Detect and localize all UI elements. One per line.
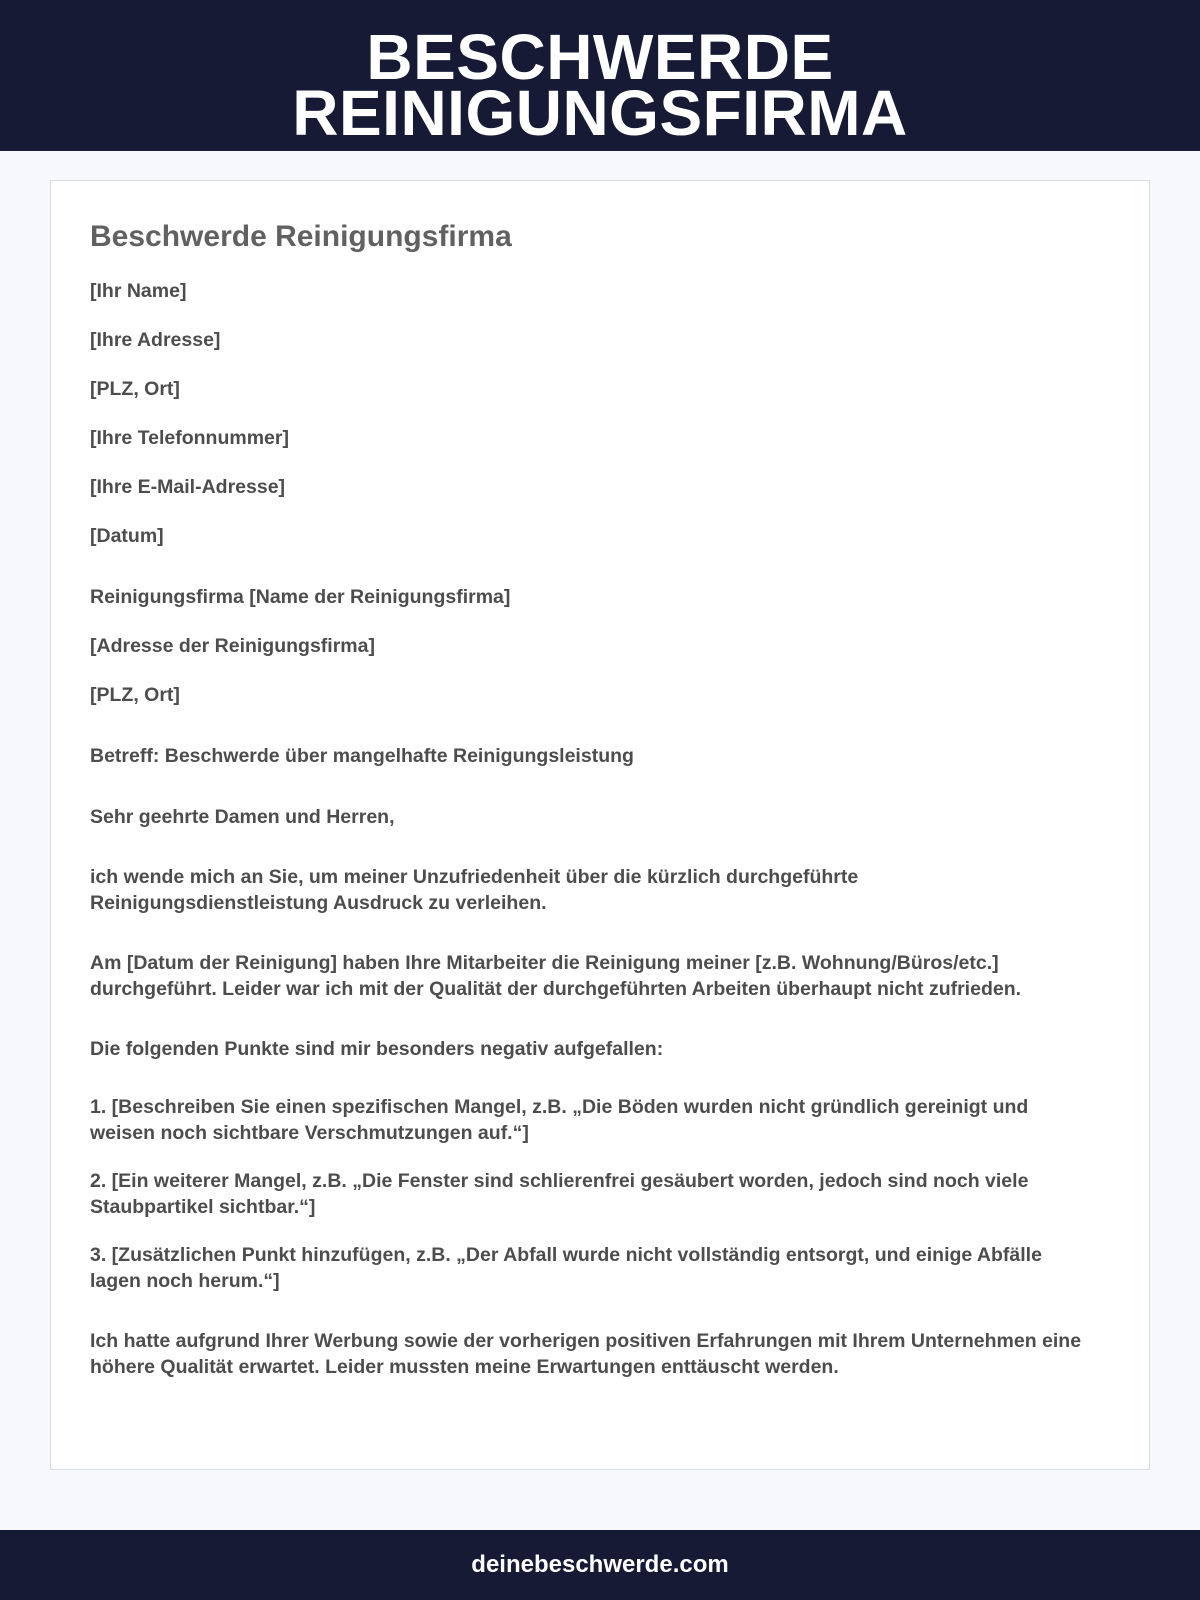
footer-bar — [0, 1530, 1200, 1600]
sender-email: [Ihre E-Mail-Adresse] — [90, 476, 286, 498]
sender-phone: [Ihre Telefonnummer] — [90, 427, 289, 449]
recipient-address: [Adresse der Reinigungsfirma] — [90, 635, 375, 657]
sender-name: [Ihr Name] — [90, 280, 187, 302]
salutation: Sehr geehrte Damen und Herren, — [90, 806, 395, 828]
sender-address: [Ihre Adresse] — [90, 329, 221, 351]
document-title: Beschwerde Reinigungsfirma — [90, 220, 512, 253]
recipient-zip-city: [PLZ, Ort] — [90, 684, 180, 706]
complaint-point-3: 3. [Zusätzlichen Punkt hinzufügen, z.B. „Der Abfall wurde nicht vollständig entsorgt, und einige Abfälle lagen noch herum.“] — [90, 1244, 1042, 1292]
closing-paragraph: Ich hatte aufgrund Ihrer Werbung sowie der vorherigen positiven Erfahrungen mit Ihrem Unternehmen eine höhere Qualität erwartet. Leider mussten meine Erwartungen enttäuscht werden. — [90, 1330, 1082, 1378]
complaint-point-1: 1. [Beschreiben Sie einen spezifischen Mangel, z.B. „Die Böden wurden nicht gründlich gereinigt und weisen noch sichtbare Verschmutzungen auf.“] — [90, 1096, 1029, 1144]
complaint-point-2: 2. [Ein weiterer Mangel, z.B. „Die Fenster sind schlierenfrei gesäubert worden, jedoch sind noch viele Staubpartikel sichtbar.“] — [90, 1170, 1029, 1218]
paragraph-3: Die folgenden Punkte sind mir besonders negativ aufgefallen: — [90, 1038, 664, 1060]
sender-zip-city: [PLZ, Ort] — [90, 378, 180, 400]
banner-title-line-2: REINIGUNGSFIRMA — [292, 77, 908, 149]
recipient-company: Reinigungsfirma [Name der Reinigungsfirma] — [90, 586, 511, 608]
paragraph-1: ich wende mich an Sie, um meiner Unzufriedenheit über die kürzlich durchgeführte Reinigungsdienstleistung Ausdruck zu verleihen. — [90, 866, 859, 914]
footer-site-link[interactable]: deinebeschwerde.com — [471, 1551, 729, 1578]
banner-title-line-1: BESCHWERDE — [366, 21, 834, 93]
paragraph-2: Am [Datum der Reinigung] haben Ihre Mitarbeiter die Reinigung meiner [z.B. Wohnung/Büros/etc.] durchgeführt. Leider war ich mit der Qualität der durchgeführten Arbeiten überhaupt nicht zufrieden. — [90, 952, 1022, 1000]
sender-date: [Datum] — [90, 525, 164, 547]
top-banner — [0, 0, 1200, 151]
subject-line: Betreff: Beschwerde über mangelhafte Reinigungsleistung — [90, 745, 634, 767]
